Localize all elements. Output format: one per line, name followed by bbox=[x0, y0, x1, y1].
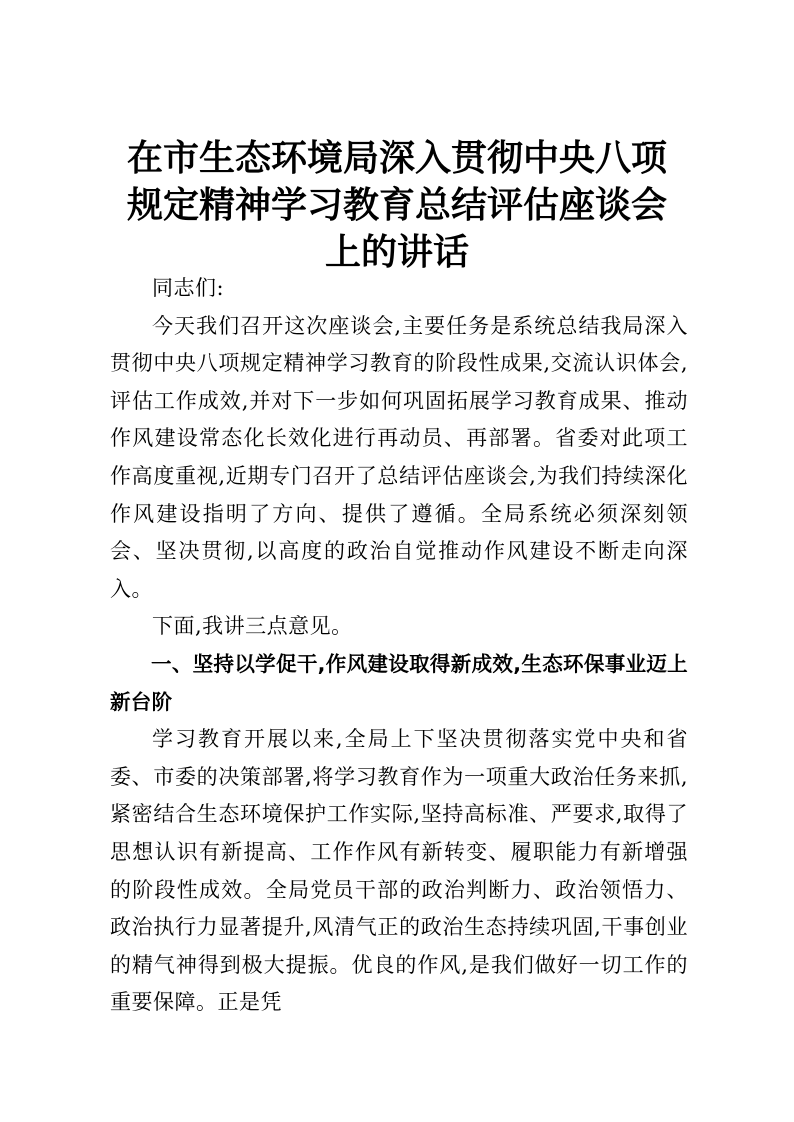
paragraph-section-1: 学习教育开展以来,全局上下坚决贯彻落实党中央和省委、市委的决策部署,将学习教育作为一项重大政治任务来抓,紧密结合生态环境保护工作实际,坚持高标准、严要求,取得了思想认识有新提高、工作作风有新转变、履职能力有新增强的阶段性成效。全局党员干部的政治判断力、政治领悟力、政治执行力显著提升,风清气正的政治生态持续巩固,干事创业的精气神得到极大提振。优良的作风,是我们做好一切工作的重要保障。正是凭 bbox=[110, 727, 688, 1015]
paragraph-intro: 今天我们召开这次座谈会,主要任务是系统总结我局深入贯彻中央八项规定精神学习教育的阶段性成果,交流认识体会,评估工作成效,并对下一步如何巩固拓展学习教育成果、推动作风建设常态化长效化进行再动员、再部署。省委对此项工作高度重视,近期专门召开了总结评估座谈会,为我们持续深化作风建设指明了方向、提供了遵循。全局系统必须深刻领会、坚决贯彻,以高度的政治自觉推动作风建设不断走向深入。 bbox=[110, 313, 688, 601]
section-heading-1: 一、坚持以学促干,作风建设取得新成效,生态环保事业迈上新台阶 bbox=[110, 651, 688, 714]
document-title: 在市生态环境局深入贯彻中央八项规定精神学习教育总结评估座谈会上的讲话 bbox=[126, 138, 667, 273]
paragraph-transition: 下面,我讲三点意见。 bbox=[152, 614, 353, 639]
salutation: 同志们: bbox=[152, 276, 225, 300]
document-body bbox=[110, 270, 688, 1022]
